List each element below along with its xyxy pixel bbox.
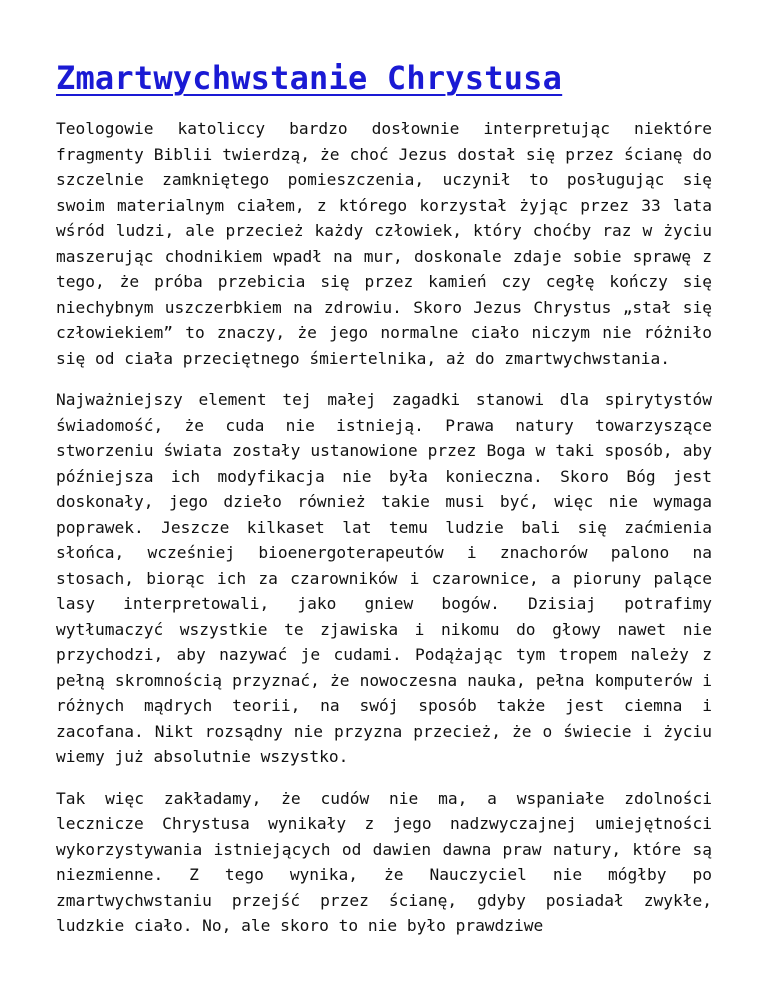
paragraph-2: Najważniejszy element tej małej zagadki stanowi dla spirytystów świadomość, że cuda nie istnieją. Prawa natury towarzyszące stworzeniu świata zostały ustanowione przez Boga w taki sposób, aby późniejsza ich modyfikacja nie była konieczna. Skoro Bóg jest doskonały, jego dzieło również takie musi być, więc nie wymaga poprawek. Jeszcze kilkaset lat temu ludzie bali się zaćmienia słońca, wcześniej bioenergoterapeutów i znachorów palono na stosach, biorąc ich za czarowników i czarownice, a pioruny palące lasy interpretowali, jako gniew bogów. Dzisiaj potrafimy wytłumaczyć wszystkie te zjawiska i nikomu do głowy nawet nie przychodzi, aby nazywać je cudami. Podążając tym tropem należy z pełną skromnością przyznać, że nowoczesna nauka, pełna komputerów i różnych mądrych teorii, na swój sposób także jest ciemna i zacofana. Nikt rozsądny nie przyzna przecież, że o świecie i życiu wiemy już absolutnie wszystko. <box>56 390 712 766</box>
page-title[interactable] <box>56 58 712 98</box>
paragraph-1: Teologowie katoliccy bardzo dosłownie interpretując niektóre fragmenty Biblii twierdzą, że choć Jezus dostał się przez ścianę do szczelnie zamkniętego pomieszczenia, uczynił to posługując się swoim materialnym ciałem, z którego korzystał żyjąc przez 33 lata wśród ludzi, ale przecież każdy człowiek, który choćby raz w życiu maszerując chodnikiem wpadł na mur, doskonale zdaje sobie sprawę z tego, że próba przebicia się przez kamień czy cegłę kończy się niechybnym uszczerbkiem na zdrowiu. Skoro Jezus Chrystus „stał się człowiekiem” to znaczy, że jego normalne ciało niczym nie różniło się od ciała przeciętnego śmiertelnika, aż do zmartwychwstania. <box>56 119 712 368</box>
paragraph-3: Tak więc zakładamy, że cudów nie ma, a wspaniałe zdolności lecznicze Chrystusa wynikały z jego nadzwyczajnej umiejętności wykorzystywania istniejących od dawien dawna praw natury, które są niezmienne. Z tego wynika, że Nauczyciel nie mógłby po zmartwychwstaniu przejść przez ścianę, gdyby posiadał zwykłe, ludzkie ciało. No, ale skoro to nie było prawdziwe <box>56 788 712 935</box>
title-link[interactable]: Zmartwychwstanie Chrystusa <box>56 59 563 97</box>
article <box>56 58 712 955</box>
